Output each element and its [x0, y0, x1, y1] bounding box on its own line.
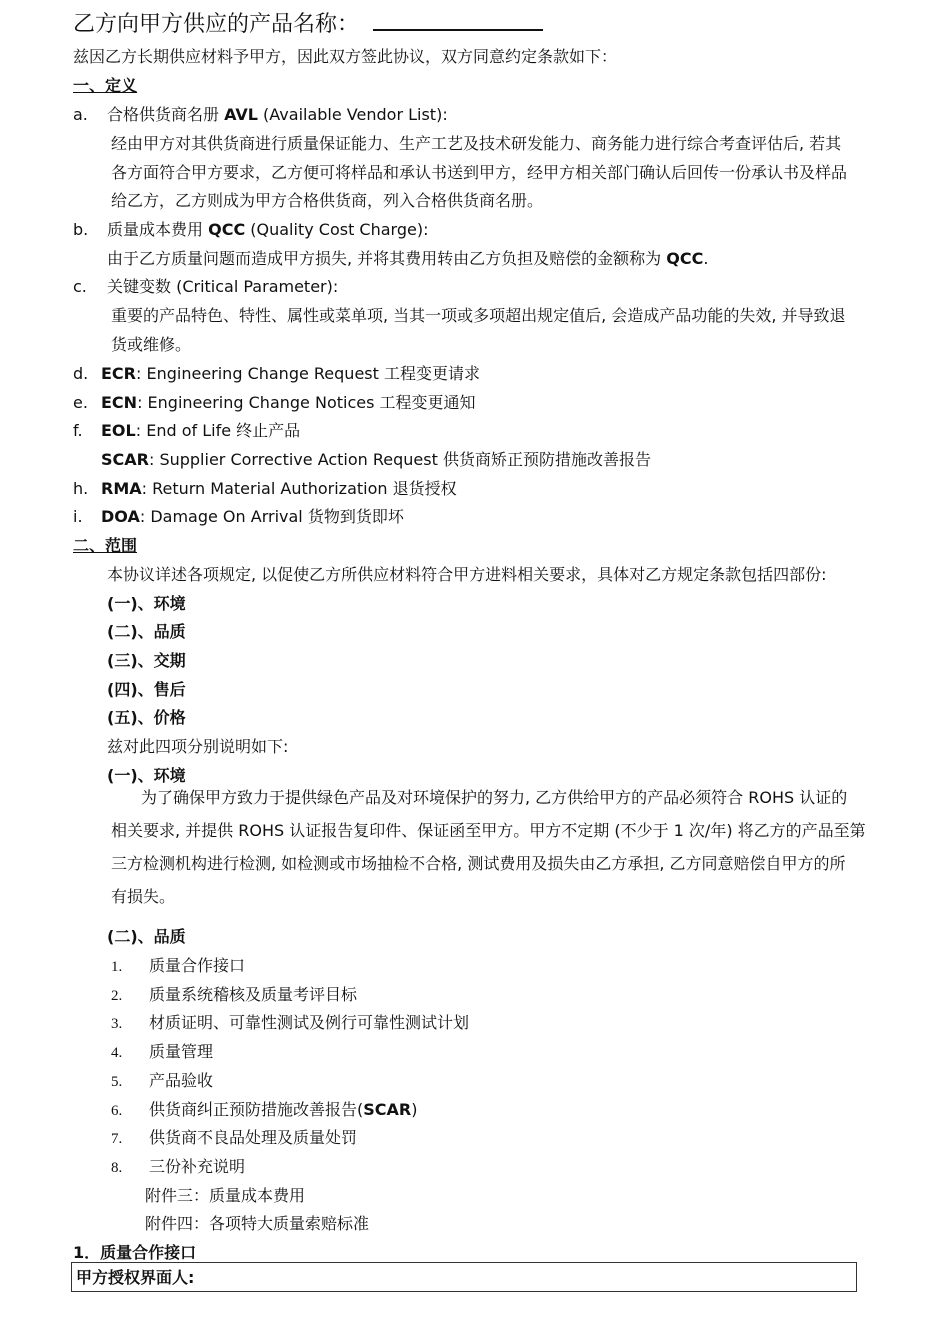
def-e-term: ECN: Engineering Change Notices 工程变更通知	[101, 393, 476, 412]
def-c-body-line: 货或维修。	[111, 335, 192, 354]
def-c-body-line: 重要的产品特色、特性、属性或菜单项, 当其一项或多项超出规定值后, 会造成产品功能的失效, 并导致退	[111, 306, 846, 325]
def-b-body: 由于乙方质量问题而造成甲方损失, 并将其费用转由乙方负担及赔偿的金额称为 QCC.	[107, 249, 709, 268]
attachment-line: 附件四：各项特大质量索赔标准	[145, 1214, 370, 1233]
quality-list-item-text: 供货商不良品处理及质量处罚	[149, 1128, 358, 1147]
quality-list-item: 2.	[111, 988, 123, 1004]
def-g-term: SCAR: Supplier Corrective Action Request 供货商矫正预防措施改善报告	[101, 450, 651, 469]
quality-list-item: 5.	[111, 1074, 123, 1090]
def-i-marker: i.	[73, 507, 83, 526]
intro-paragraph: 兹因乙方长期供应材料予甲方，因此双方签此协议，双方同意约定条款如下：	[73, 47, 618, 66]
scope-part: (五)、价格	[107, 708, 186, 727]
def-e-marker: e.	[73, 393, 88, 412]
quality-list-item-text: 三份补充说明	[149, 1157, 246, 1176]
authorized-interface-label: 甲方授权界面人:	[76, 1268, 195, 1287]
subsection-heading: 1．质量合作接口	[73, 1243, 197, 1262]
quality-list-item-text: 材质证明、可靠性测试及例行可靠性测试计划	[149, 1013, 470, 1032]
environment-body-line: 相关要求, 并提供 ROHS 认证报告复印件、保证函至甲方。甲方不定期 (不少于 1 次/年) 将乙方的产品至第	[111, 821, 866, 840]
quality-list-item-text: 产品验收	[149, 1071, 214, 1090]
section-definitions-heading: 一、定义	[73, 76, 138, 95]
def-d-term: ECR: Engineering Change Request 工程变更请求	[101, 364, 480, 383]
attachment-line: 附件三：质量成本费用	[145, 1186, 306, 1205]
environment-body-line: 有损失。	[111, 887, 176, 906]
doc-title-text: 乙方向甲方供应的产品名称：	[73, 12, 360, 37]
environment-body-line: 三方检测机构进行检测, 如检测或市场抽检不合格, 测试费用及损失由乙方承担, 乙方同意赔偿自甲方的所	[111, 854, 846, 873]
doc-title	[73, 9, 543, 39]
def-a-marker: a.	[73, 105, 88, 124]
scope-part: (二)、品质	[107, 622, 186, 641]
quality-list-item: 1.	[111, 959, 123, 975]
quality-list-item-text: 供货商纠正预防措施改善报告(SCAR)	[149, 1100, 418, 1119]
def-h-marker: h.	[73, 479, 89, 498]
quality-list-item: 4.	[111, 1045, 123, 1061]
def-c-marker: c.	[73, 277, 87, 296]
authorized-interface-table	[71, 1262, 857, 1292]
section-scope-heading: 二、范围	[73, 536, 138, 555]
def-c-term: 关键变数 (Critical Parameter):	[107, 277, 339, 296]
quality-list-item: 6.	[111, 1103, 123, 1119]
def-b-term: 质量成本费用 QCC (Quality Cost Charge):	[107, 220, 429, 239]
quality-heading: (二)、品质	[107, 927, 186, 946]
product-name-blank[interactable]	[373, 9, 543, 31]
def-b-marker: b.	[73, 220, 89, 239]
quality-list-item: 7.	[111, 1131, 123, 1147]
scope-intro: 本协议详述各项规定, 以促使乙方所供应材料符合甲方进料相关要求，具体对乙方规定条款包括四部份:	[107, 565, 827, 584]
scope-part: (三)、交期	[107, 651, 186, 670]
def-a-body-line: 各方面符合甲方要求，乙方便可将样品和承认书送到甲方，经甲方相关部门确认后回传一份承认书及样品	[111, 163, 848, 182]
quality-list-item: 3.	[111, 1016, 123, 1032]
def-f-term: EOL: End of Life 终止产品	[101, 421, 301, 440]
scope-explain: 兹对此四项分别说明如下:	[107, 737, 289, 756]
quality-list-item-text: 质量系统稽核及质量考评目标	[149, 985, 358, 1004]
def-f-marker: f.	[73, 421, 83, 440]
def-i-term: DOA: Damage On Arrival 货物到货即坏	[101, 507, 404, 526]
def-d-marker: d.	[73, 364, 89, 383]
environment-body-line: 为了确保甲方致力于提供绿色产品及对环境保护的努力, 乙方供给甲方的产品必须符合 ROHS 认证的	[141, 788, 848, 807]
quality-list-item: 8.	[111, 1160, 123, 1176]
def-a-body-line: 给乙方，乙方则成为甲方合格供货商，列入合格供货商名册。	[111, 191, 544, 210]
scope-part: (一)、环境	[107, 594, 186, 613]
scope-part: (四)、售后	[107, 680, 186, 699]
def-a-body-line: 经由甲方对其供货商进行质量保证能力、生产工艺及技术研发能力、商务能力进行综合考查评估后, 若其	[111, 134, 842, 153]
quality-list-item-text: 质量管理	[149, 1042, 214, 1061]
def-a-term: 合格供货商名册 AVL (Available Vendor List):	[107, 105, 448, 124]
environment-heading: (一)、环境	[107, 766, 186, 785]
def-h-term: RMA: Return Material Authorization 退货授权	[101, 479, 457, 498]
quality-list-item-text: 质量合作接口	[149, 956, 246, 975]
